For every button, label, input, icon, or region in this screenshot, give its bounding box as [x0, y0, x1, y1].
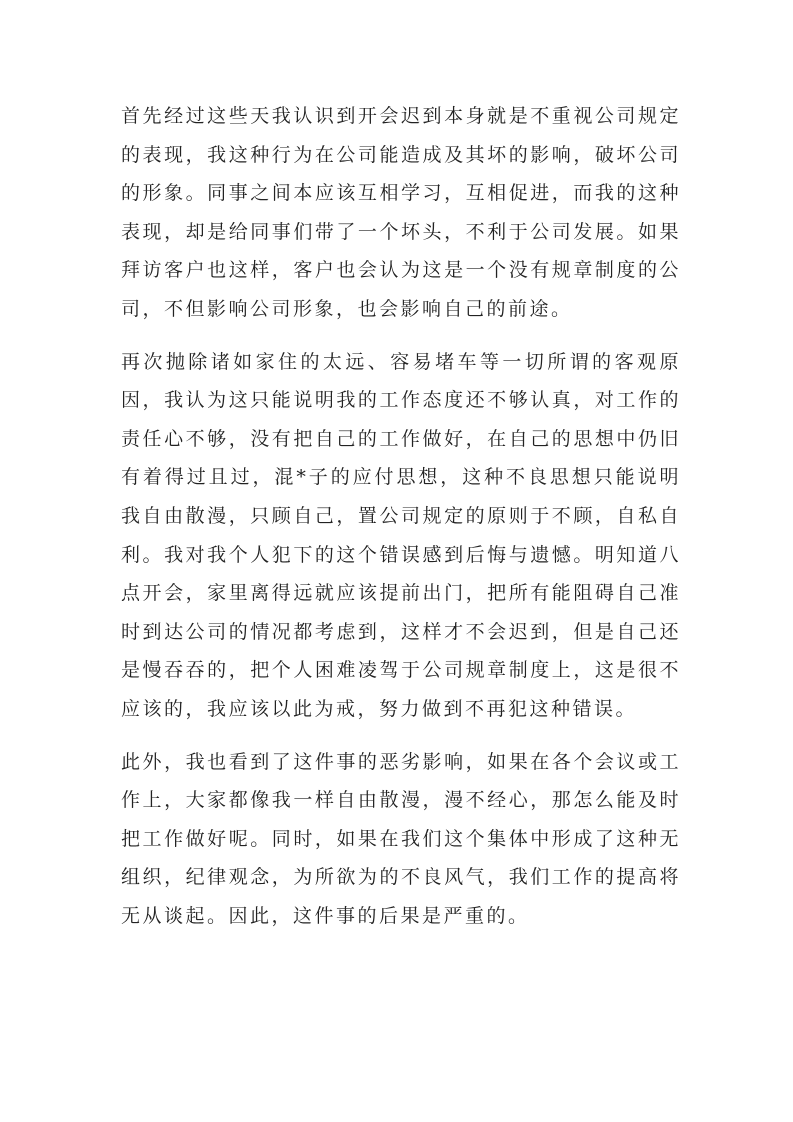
paragraph-2: 再次抛除诸如家住的太远、容易堵车等一切所谓的客观原因，我认为这只能说明我的工作态度还不够认真，对工作的责任心不够，没有把自己的工作做好，在自己的思想中仍旧有着得过且过，混*子的应付思想，这种不良思想只能说明我自由散漫，只顾自己，置公司规定的原则于不顾，自私自利。我对我个人犯下的这个错误感到后悔与遗憾。明知道八点开会，家里离得远就应该提前出门，把所有能阻碍自己准时到达公司的情况都考虑到，这样才不会迟到，但是自己还是慢吞吞的，把个人困难凌驾于公司规章制度上，这是很不应该的，我应该以此为戒，努力做到不再犯这种错误。: [121, 350, 681, 720]
paragraph-1: 首先经过这些天我认识到开会迟到本身就是不重视公司规定的表现，我这种行为在公司能造成及其坏的影响，破坏公司的形象。同事之间本应该互相学习，互相促进，而我的这种表现，却是给同事们带了一个坏头，不利于公司发展。如果拜访客户也这样，客户也会认为这是一个没有规章制度的公司，不但影响公司形象，也会影响自己的前途。: [121, 105, 681, 320]
paragraph-3: 此外，我也看到了这件事的恶劣影响，如果在各个会议或工作上，大家都像我一样自由散漫，漫不经心，那怎么能及时把工作做好呢。同时，如果在我们这个集体中形成了这种无组织，纪律观念，为所欲为的不良风气，我们工作的提高将无从谈起。因此，这件事的后果是严重的。: [121, 750, 681, 927]
document-body: [121, 97, 681, 949]
